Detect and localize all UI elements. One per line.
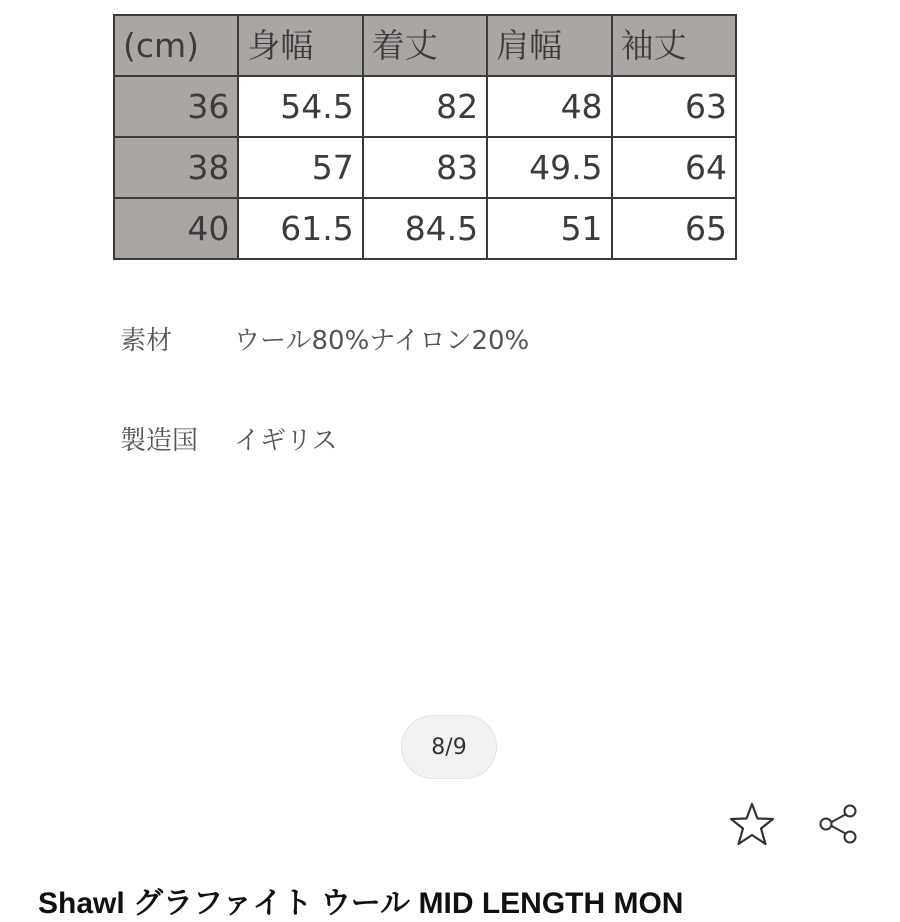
size-table-header-row	[114, 15, 736, 76]
share-button[interactable]	[814, 800, 862, 848]
table-cell: 48	[487, 76, 611, 137]
size-chart-table	[113, 14, 737, 260]
favorite-button[interactable]	[728, 800, 776, 848]
size-label-cell: 40	[114, 198, 238, 259]
product-title: Shawl グラファイト ウール MID LENGTH MON	[38, 887, 684, 920]
sleeve-length-header-cell: 袖丈	[612, 15, 736, 76]
unit-header-cell: (cm)	[114, 15, 238, 76]
material-value: ウール80%ナイロン20%	[234, 326, 530, 356]
length-header-cell: 着丈	[363, 15, 487, 76]
table-cell: 82	[363, 76, 487, 137]
size-row-38	[114, 137, 736, 198]
table-cell: 61.5	[238, 198, 362, 259]
size-label-cell: 38	[114, 137, 238, 198]
size-label-cell: 36	[114, 76, 238, 137]
image-pager-indicator	[401, 715, 497, 779]
table-cell: 57	[238, 137, 362, 198]
material-label: 素材	[120, 326, 173, 356]
origin-value: イギリス	[234, 426, 338, 456]
share-icon	[814, 800, 862, 848]
table-cell: 63	[612, 76, 736, 137]
table-cell: 65	[612, 198, 736, 259]
material-line	[120, 320, 529, 357]
table-cell: 51	[487, 198, 611, 259]
size-row-36	[114, 76, 736, 137]
table-cell: 54.5	[238, 76, 362, 137]
origin-line	[120, 420, 337, 457]
star-outline-icon	[728, 800, 776, 848]
origin-label: 製造国	[120, 426, 199, 456]
table-cell: 83	[363, 137, 487, 198]
size-row-40	[114, 198, 736, 259]
table-cell: 64	[612, 137, 736, 198]
table-cell: 49.5	[487, 137, 611, 198]
shoulder-width-header-cell: 肩幅	[487, 15, 611, 76]
body-width-header-cell: 身幅	[238, 15, 362, 76]
pager-text: 8/9	[431, 734, 467, 760]
table-cell: 84.5	[363, 198, 487, 259]
